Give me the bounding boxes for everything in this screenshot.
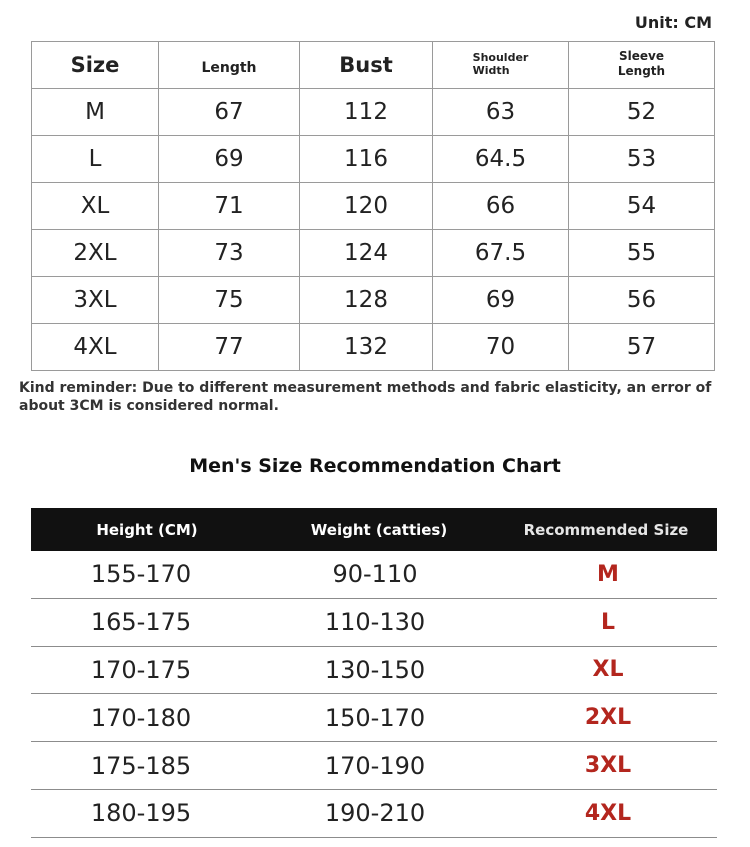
kind-reminder: Kind reminder: Due to different measurement methods and fabric elasticity, an error of about 3CM is considered normal. bbox=[19, 380, 712, 414]
weight-cell: 150-170 bbox=[324, 703, 426, 732]
size-cell: 75 bbox=[159, 277, 300, 324]
size-cell: 67 bbox=[159, 89, 300, 136]
size-cell: 69 bbox=[159, 136, 300, 183]
weight-cell: 110-130 bbox=[324, 608, 426, 637]
header-sleeve-length: Sleeve Length bbox=[569, 42, 715, 89]
size-cell: 124 bbox=[300, 230, 433, 277]
height-cell: 165-175 bbox=[90, 608, 192, 637]
recommendation-row bbox=[31, 742, 717, 790]
size-table bbox=[31, 41, 715, 371]
size-cell: 112 bbox=[300, 89, 433, 136]
size-cell: 66 bbox=[433, 183, 569, 230]
size-cell: 63 bbox=[433, 89, 569, 136]
height-cell: 180-195 bbox=[90, 799, 192, 828]
recommendation-row bbox=[31, 551, 717, 599]
size-cell: 132 bbox=[300, 324, 433, 371]
recommendation-header bbox=[31, 508, 717, 551]
size-cell: 53 bbox=[569, 136, 715, 183]
size-cell: 128 bbox=[300, 277, 433, 324]
header-size: Size bbox=[32, 42, 159, 89]
recommended-size-cell: XL bbox=[592, 657, 624, 683]
size-cell: 54 bbox=[569, 183, 715, 230]
size-cell: 3XL bbox=[32, 277, 159, 324]
size-cell: L bbox=[32, 136, 159, 183]
height-cell: 175-185 bbox=[90, 751, 192, 780]
size-row bbox=[32, 183, 715, 230]
recommended-size-cell: 4XL bbox=[584, 800, 632, 826]
recommendation-row bbox=[31, 790, 717, 838]
recommendation-row bbox=[31, 599, 717, 647]
size-cell: 57 bbox=[569, 324, 715, 371]
size-cell: 116 bbox=[300, 136, 433, 183]
size-cell: M bbox=[32, 89, 159, 136]
recommendation-title: Men's Size Recommendation Chart bbox=[189, 455, 561, 477]
recommended-size-cell: M bbox=[597, 561, 619, 587]
recommended-size-cell: L bbox=[600, 609, 616, 635]
size-row bbox=[32, 136, 715, 183]
size-cell: 2XL bbox=[32, 230, 159, 277]
size-cell: 120 bbox=[300, 183, 433, 230]
recommendation-row bbox=[31, 647, 717, 695]
size-cell: 64.5 bbox=[433, 136, 569, 183]
height-cell: 170-180 bbox=[90, 703, 192, 732]
header-height: Height (CM) bbox=[96, 520, 198, 539]
height-cell: 170-175 bbox=[90, 655, 192, 684]
header-shoulder-width: Shoulder Width bbox=[433, 42, 569, 89]
unit-label: Unit: CM bbox=[634, 13, 712, 32]
size-row bbox=[32, 230, 715, 277]
size-cell: 73 bbox=[159, 230, 300, 277]
recommended-size-cell: 3XL bbox=[584, 753, 632, 779]
header-weight: Weight (catties) bbox=[310, 520, 448, 539]
header-length: Length bbox=[159, 42, 300, 89]
size-row bbox=[32, 277, 715, 324]
header-bust: Bust bbox=[300, 42, 433, 89]
size-row bbox=[32, 324, 715, 371]
size-cell: XL bbox=[32, 183, 159, 230]
recommendation-row bbox=[31, 694, 717, 742]
weight-cell: 170-190 bbox=[324, 751, 426, 780]
header-recommended-size: Recommended Size bbox=[523, 520, 689, 539]
size-cell: 52 bbox=[569, 89, 715, 136]
size-cell: 71 bbox=[159, 183, 300, 230]
size-cell: 56 bbox=[569, 277, 715, 324]
height-cell: 155-170 bbox=[90, 560, 192, 589]
size-cell: 77 bbox=[159, 324, 300, 371]
size-cell: 55 bbox=[569, 230, 715, 277]
size-table-header bbox=[32, 42, 715, 89]
size-cell: 67.5 bbox=[433, 230, 569, 277]
size-cell: 69 bbox=[433, 277, 569, 324]
recommendation-table bbox=[31, 508, 717, 838]
weight-cell: 90-110 bbox=[332, 560, 418, 589]
size-cell: 70 bbox=[433, 324, 569, 371]
size-row bbox=[32, 89, 715, 136]
weight-cell: 130-150 bbox=[324, 655, 426, 684]
recommended-size-cell: 2XL bbox=[584, 705, 632, 731]
size-cell: 4XL bbox=[32, 324, 159, 371]
weight-cell: 190-210 bbox=[324, 799, 426, 828]
